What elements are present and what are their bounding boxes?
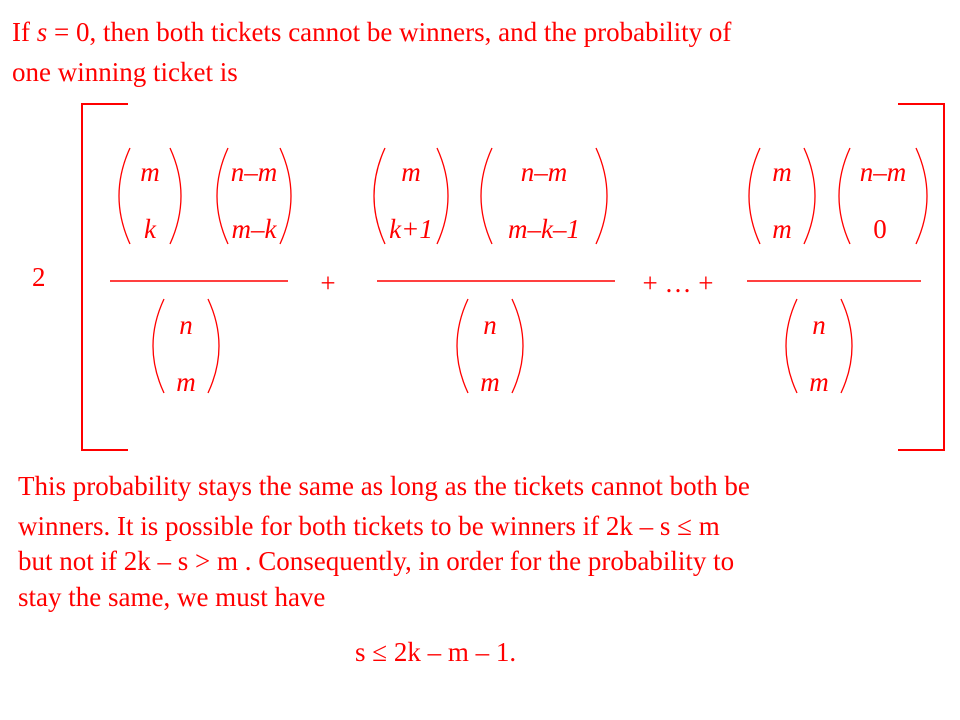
binom-bottom: m–k: [231, 214, 277, 244]
paren-right: [596, 148, 607, 244]
binom-top: n–m: [230, 157, 278, 187]
paren-left: [217, 148, 228, 244]
body-line-3: but not if 2k – s > m . Consequently, in order for the probability to: [18, 546, 735, 576]
conclusion-inequality: s ≤ 2k – m – 1.: [355, 637, 517, 667]
binom-top: n: [812, 310, 826, 340]
body-line-1: This probability stays the same as long as the tickets cannot both be: [18, 471, 750, 501]
paren-left: [839, 148, 850, 244]
term-3: [747, 148, 927, 397]
binom-bottom: m: [176, 367, 196, 397]
binom-top: n–m: [859, 157, 907, 187]
paren-right: [170, 148, 181, 244]
paren-left: [457, 299, 468, 393]
binom-bottom: m: [809, 367, 829, 397]
binom-bottom: m: [772, 214, 792, 244]
binom-top: n–m: [520, 157, 568, 187]
binom-top: m: [401, 157, 421, 187]
binom-bottom: k: [144, 214, 156, 244]
body-line-2: winners. It is possible for both tickets to be winners if 2k – s ≤ m: [18, 511, 720, 541]
paren-right: [512, 299, 523, 393]
binom-top: n: [179, 310, 193, 340]
paren-left: [153, 299, 164, 393]
binom-bottom: m: [480, 367, 500, 397]
intro-line-1-prefix: If: [12, 17, 37, 47]
term-1: [110, 148, 291, 397]
binom-top: m: [772, 157, 792, 187]
term-2: [374, 148, 615, 397]
binom-bottom: m–k–1: [508, 214, 580, 244]
intro-line-1-rest: = 0, then both tickets cannot be winners, and the probability of: [47, 17, 732, 47]
plus-sign: +: [320, 268, 336, 298]
paren-right: [804, 148, 815, 244]
ellipsis-sum: + … +: [642, 268, 714, 298]
left-square-bracket: [82, 104, 128, 450]
binom-bottom: 0: [873, 214, 887, 244]
paren-left: [119, 148, 130, 244]
paren-right: [437, 148, 448, 244]
intro-line-2: one winning ticket is: [12, 57, 238, 87]
paren-left: [481, 148, 492, 244]
coefficient: 2: [32, 262, 46, 292]
intro-variable-s: s: [36, 17, 48, 47]
paren-right: [280, 148, 291, 244]
binom-top: m: [140, 157, 160, 187]
paren-right: [841, 299, 852, 393]
paren-right: [208, 299, 219, 393]
binom-top: n: [483, 310, 497, 340]
body-line-4: stay the same, we must have: [18, 582, 326, 612]
paren-right: [916, 148, 927, 244]
binom-bottom: k+1: [389, 214, 433, 244]
paren-left: [749, 148, 760, 244]
paren-left: [786, 299, 797, 393]
paren-left: [374, 148, 385, 244]
right-square-bracket: [898, 104, 944, 450]
